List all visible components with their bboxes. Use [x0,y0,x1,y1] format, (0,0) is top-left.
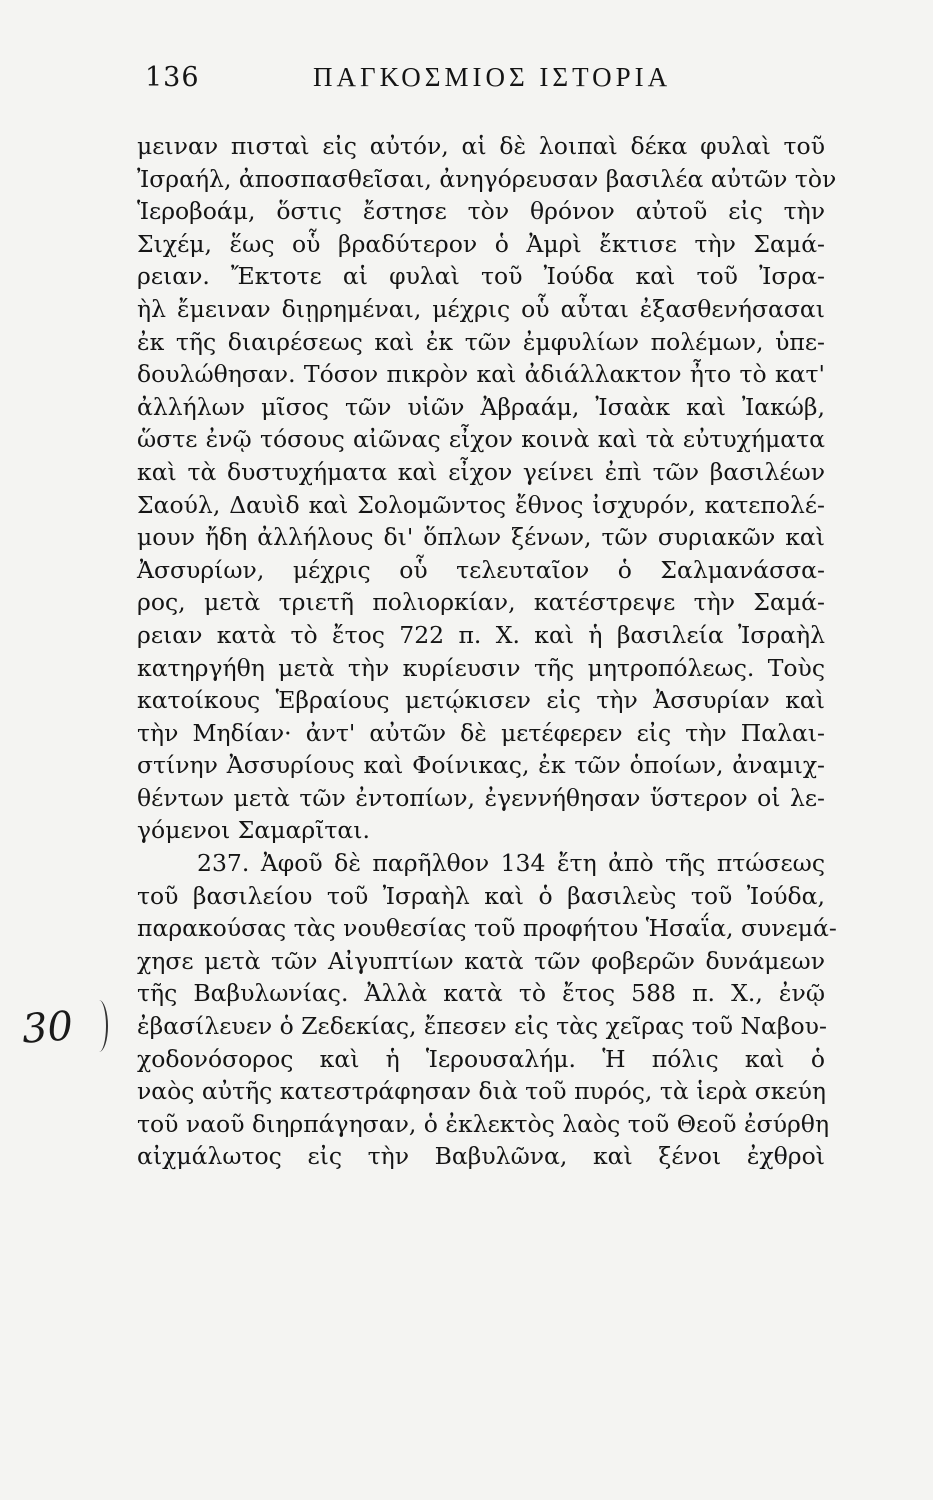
text-line: χοδονόσορος καὶ ἡ Ἱερουσαλήμ. Ἡ πόλις καὶ ὁ [137,1044,825,1073]
text-line: Σαούλ, Δαυὶδ καὶ Σολομῶντος ἔθνος ἰσχυρόν, κατεπολέ- [137,490,825,519]
text-line: αἰχμάλωτος εἰς τὴν Βαβυλῶνα, καὶ ξένοι ἐχθροὶ [137,1142,825,1171]
text-line: τὴν Μηδίαν· ἀντ' αὐτῶν δὲ μετέφερεν εἰς τὴν Παλαι- [137,718,825,747]
text-line: ρειαν. Ἔκτοτε αἱ φυλαὶ τοῦ Ἰούδα καὶ τοῦ Ἰσρα- [137,262,825,291]
text-line: τῆς Βαβυλωνίας. Ἀλλὰ κατὰ τὸ ἔτος 588 π. Χ., ἐνῷ [137,979,825,1008]
text-line: Ἱεροβοάμ, ὅστις ἔστησε τὸν θρόνον αὐτοῦ εἰς τὴν [137,197,825,226]
text-line: μειναν πισταὶ εἰς αὐτόν, αἱ δὲ λοιπαὶ δέκα φυλαὶ τοῦ [137,132,825,160]
text-line: ὥστε ἐνῷ τόσους αἰῶνας εἶχον κοινὰ καὶ τὰ εὐτυχήματα [137,425,825,454]
text-line: κατηργήθη μετὰ τὴν κυρίευσιν τῆς μητροπόλεως. Τοὺς [137,653,825,682]
text-line: Σιχέμ, ἕως οὗ βραδύτερον ὁ Ἀμρὶ ἔκτισε τὴν Σαμά- [137,229,825,258]
text-line: ἐβασίλευεν ὁ Ζεδεκίας, ἔπεσεν εἰς τὰς χεῖρας τοῦ Ναβου- [137,1012,827,1041]
text-line: ναὸς αὐτῆς κατεστράφησαν διὰ τοῦ πυρός, τὰ ἱερὰ σκεύη [137,1077,827,1106]
running-title: ΠΑΓΚΟΣΜΙΟΣ ΙΣΤΟΡΙΑ [313,62,672,92]
page-header [143,62,823,102]
text-line: χησε μετὰ τῶν Αἰγυπτίων κατὰ τῶν φοβερῶν δυνάμεων [137,946,825,975]
text-line: τοῦ ναοῦ διηρπάγησαν, ὁ ἐκλεκτὸς λαὸς τοῦ Θεοῦ ἐσύρθη [137,1109,830,1138]
text-line: τοῦ βασιλείου τοῦ Ἰσραὴλ καὶ ὁ βασιλεὺς τοῦ Ἰούδα, [137,881,825,910]
text-line: ρειαν κατὰ τὸ ἔτος 722 π. Χ. καὶ ἡ βασιλεία Ἰσραὴλ [137,620,825,649]
text-line: καὶ τὰ δυστυχήματα καὶ εἶχον γείνει ἐπὶ τῶν βασιλέων [137,457,825,486]
text-line: κατοίκους Ἑβραίους μετῴκισεν εἰς τὴν Ἀσσυρίαν καὶ [137,686,825,715]
text-line: ρος, μετὰ τριετῆ πολιορκίαν, κατέστρεψε τὴν Σαμά- [137,588,825,617]
text-line: ἐκ τῆς διαιρέσεως καὶ ἐκ τῶν ἐμφυλίων πολέμων, ὑπε- [137,327,825,356]
page-number: 136 [145,62,200,93]
text-line: μουν ἤδη ἀλλήλους δι' ὅπλων ξένων, τῶν συριακῶν καὶ [137,523,825,552]
text-line: στίνην Ἀσσυρίους καὶ Φοίνικας, ἐκ τῶν ὁποίων, ἀναμιχ- [137,751,825,780]
text-line: ἀλλήλων μῖσος τῶν υἱῶν Ἀβραάμ, Ἰσαὰκ καὶ Ἰακώβ, [137,392,825,421]
text-line: ὴλ ἔμειναν διῃρημέναι, μέχρις οὗ αὗται ἐξασθενήσασαι [137,294,825,323]
handwritten-margin-note: 30 [20,1003,75,1053]
body-text [137,130,837,1173]
text-line: δουλώθησαν. Τόσον πικρὸν καὶ ἀδιάλλακτον ἦτο τὸ κατ' [137,360,825,389]
section-start-line: 237. Ἀφοῦ δὲ παρῆλθον 134 ἔτη ἀπὸ τῆς πτώσεως [197,849,825,878]
text-line: παρακούσας τὰς νουθεσίας τοῦ προφήτου Ἡσαΐα, συνεμά- [137,914,837,943]
text-line: Ἀσσυρίων, μέχρις οὗ τελευταῖον ὁ Σαλμανάσσα- [137,555,825,584]
text-line: θέντων μετὰ τῶν ἐντοπίων, ἐγεννήθησαν ὕστερον οἱ λε- [137,783,825,812]
text-line: γόμενοι Σαμαρῖται. [137,816,370,845]
handwritten-bracket-mark [90,1000,108,1052]
text-line: Ἰσραήλ, ἀποσπασθεῖσαι, ἀνηγόρευσαν βασιλέα αὐτῶν τὸν [137,164,837,193]
